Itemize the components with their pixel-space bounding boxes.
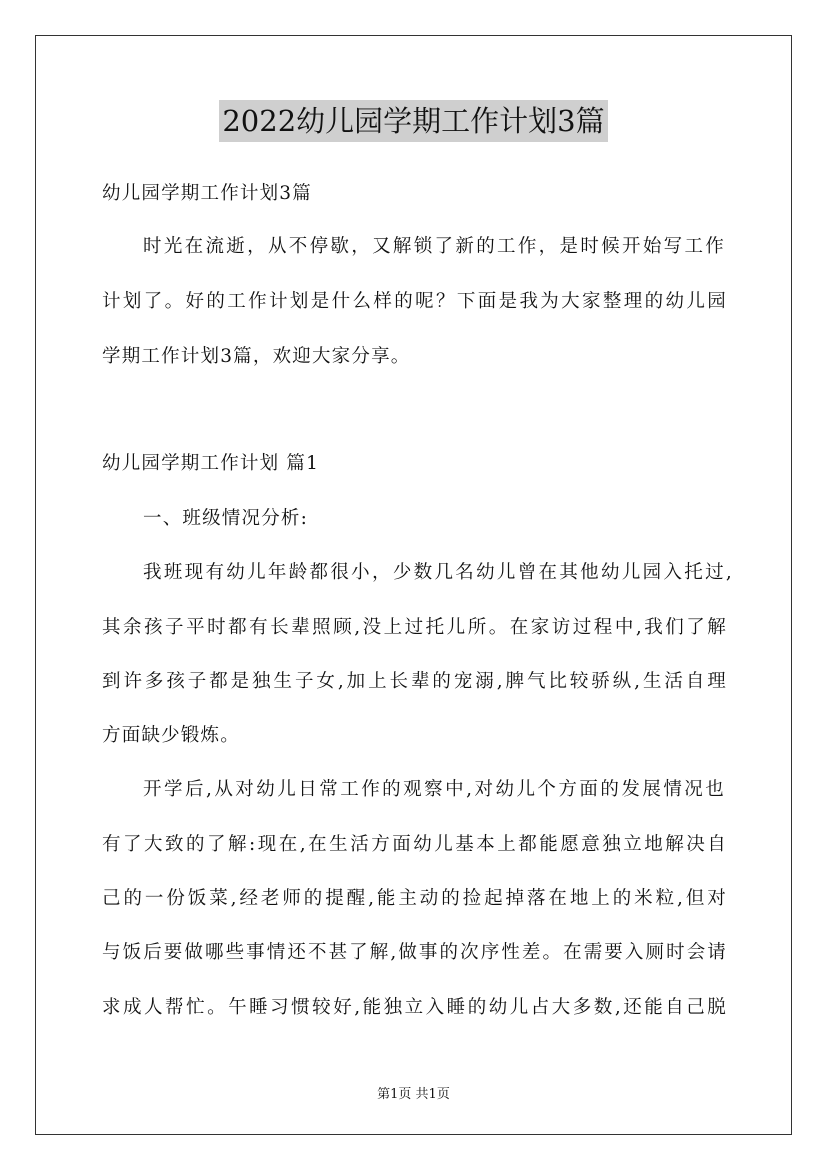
class-analysis-heading: 一、班级情况分析: bbox=[143, 508, 309, 529]
paragraph1-line-4: 方面缺少锻炼。 bbox=[102, 725, 240, 746]
page-number: 第1页 共1页 bbox=[377, 1087, 450, 1102]
intro-line-3: 学期工作计划3篇，欢迎大家分享。 bbox=[102, 346, 411, 367]
paragraph1-line-1: 我班现有幼儿年龄都很小，少数几名幼儿曾在其他幼儿园入托过, bbox=[143, 562, 733, 583]
section-heading: 幼儿园学期工作计划 篇1 bbox=[102, 453, 320, 474]
document-title: 2022幼儿园学期工作计划3篇 bbox=[219, 100, 607, 142]
paragraph2-line-5: 求成人帮忙。午睡习惯较好,能独立入睡的幼儿占大多数,还能自己脱 bbox=[102, 997, 727, 1018]
paragraph2-line-3: 己的一份饭菜,经老师的提醒,能主动的捡起掉落在地上的米粒,但对 bbox=[102, 888, 727, 909]
document-subtitle: 幼儿园学期工作计划3篇 bbox=[102, 183, 312, 204]
title-container bbox=[0, 100, 827, 142]
paragraph1-line-3: 到许多孩子都是独生子女,加上长辈的宠溺,脾气比较骄纵,生活自理 bbox=[102, 671, 727, 692]
paragraph2-line-4: 与饭后要做哪些事情还不甚了解,做事的次序性差。在需要入厕时会请 bbox=[102, 942, 727, 963]
paragraph2-line-1: 开学后,从对幼儿日常工作的观察中,对幼儿个方面的发展情况也 bbox=[143, 779, 725, 800]
paragraph1-line-2: 其余孩子平时都有长辈照顾,没上过托儿所。在家访过程中,我们了解 bbox=[102, 617, 727, 638]
intro-line-1: 时光在流逝，从不停歇，又解锁了新的工作，是时候开始写工作 bbox=[143, 236, 725, 257]
paragraph2-line-2: 有了大致的了解:现在,在生活方面幼儿基本上都能愿意独立地解决自 bbox=[102, 834, 727, 855]
intro-line-2: 计划了。好的工作计划是什么样的呢？下面是我为大家整理的幼儿园 bbox=[102, 291, 727, 312]
